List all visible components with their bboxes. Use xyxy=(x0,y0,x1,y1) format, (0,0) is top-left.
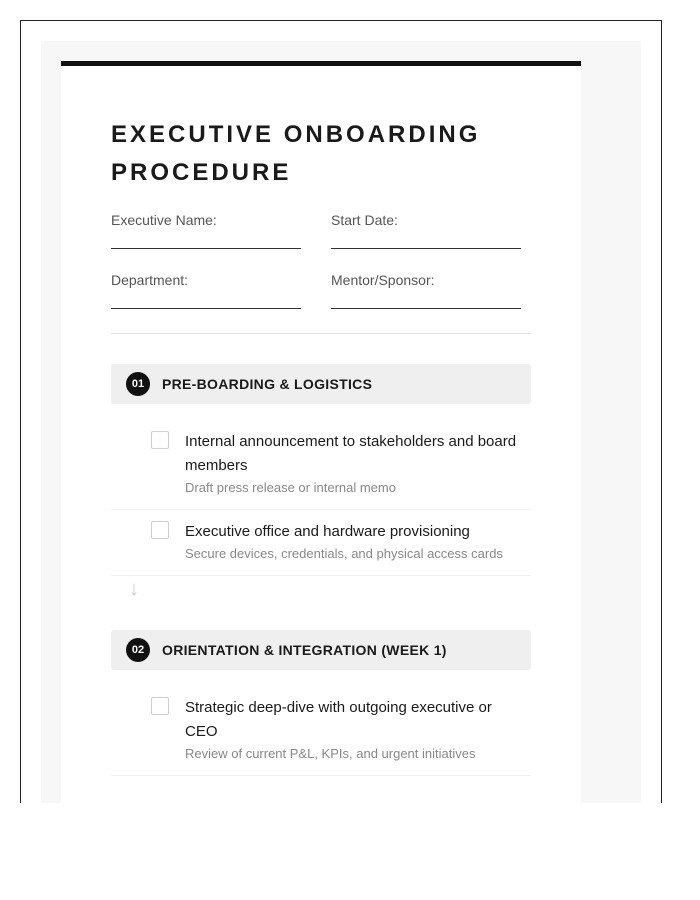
divider xyxy=(111,333,531,334)
field-input-line[interactable] xyxy=(111,248,301,249)
item-text xyxy=(185,696,525,762)
checklist-item xyxy=(111,420,531,510)
arrow-down-icon: ↓ xyxy=(129,578,139,600)
item-title: Strategic deep-dive with outgoing executive or CEO xyxy=(185,699,492,740)
item-text xyxy=(185,430,525,496)
document-sheet xyxy=(61,61,581,803)
item-checkbox[interactable] xyxy=(151,697,169,715)
field-label: Department: xyxy=(111,272,189,288)
section-items xyxy=(111,686,531,776)
checklist-item xyxy=(111,510,531,576)
item-title: Executive office and hardware provisioning xyxy=(185,523,470,540)
field-label: Start Date: xyxy=(331,212,398,228)
mentor-sponsor-field[interactable] xyxy=(331,272,521,309)
section-header-orientation xyxy=(111,630,531,670)
executive-name-field[interactable] xyxy=(111,212,301,249)
item-checkbox[interactable] xyxy=(151,521,169,539)
section-connector xyxy=(111,576,531,616)
item-text xyxy=(185,520,525,562)
section-title: ORIENTATION & INTEGRATION (WEEK 1) xyxy=(162,642,447,658)
item-subtitle: Review of current P&L, KPIs, and urgent initiatives xyxy=(185,746,476,761)
document-title: EXECUTIVE ONBOARDING PROCEDURE xyxy=(111,121,481,186)
item-checkbox[interactable] xyxy=(151,431,169,449)
section-header-preboarding xyxy=(111,364,531,404)
section-number-badge: 01 xyxy=(126,372,150,396)
item-subtitle: Draft press release or internal memo xyxy=(185,480,396,495)
item-subtitle: Secure devices, credentials, and physical access cards xyxy=(185,546,503,561)
section-items xyxy=(111,420,531,576)
field-input-line[interactable] xyxy=(111,308,301,309)
field-input-line[interactable] xyxy=(331,308,521,309)
field-input-line[interactable] xyxy=(331,248,521,249)
checklist-item xyxy=(111,686,531,776)
item-title: Internal announcement to stakeholders and board members xyxy=(185,433,517,474)
start-date-field[interactable] xyxy=(331,212,521,249)
department-field[interactable] xyxy=(111,272,301,309)
section-title: PRE-BOARDING & LOGISTICS xyxy=(162,376,373,392)
section-number-badge: 02 xyxy=(126,638,150,662)
viewport xyxy=(20,20,662,803)
field-label: Mentor/Sponsor: xyxy=(331,272,435,288)
header-fields xyxy=(111,212,531,309)
field-label: Executive Name: xyxy=(111,212,217,228)
